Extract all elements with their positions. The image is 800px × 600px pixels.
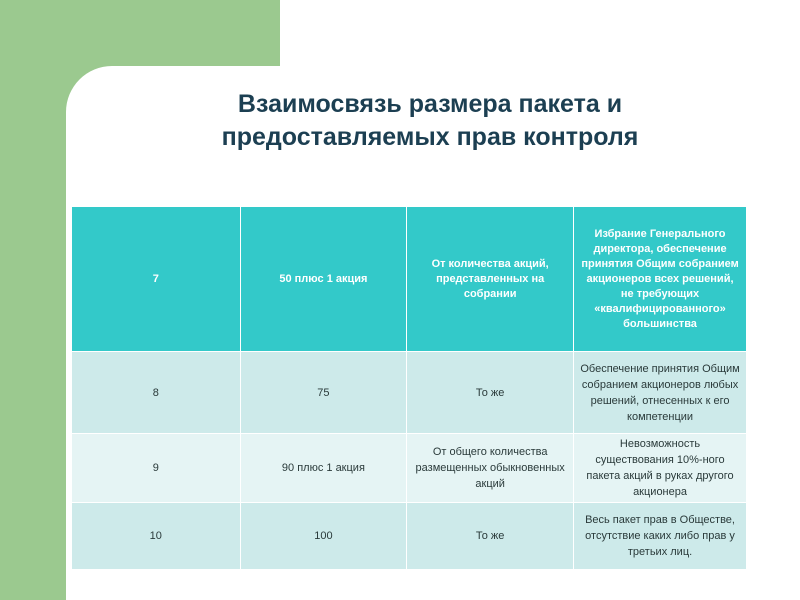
cell-basis: От количества акций, представленных на собрании <box>407 207 574 352</box>
cell-basis: То же <box>407 352 574 434</box>
cell-size: 90 плюс 1 акция <box>240 434 407 503</box>
cell-rights: Невозможность существования 10%-ного пакета акций в руках другого акционера <box>574 434 747 503</box>
table-row <box>72 434 747 503</box>
cell-num: 10 <box>72 503 241 570</box>
cell-rights: Обеспечение принятия Общим собранием акционеров любых решений, отнесенных к его компетенции <box>574 352 747 434</box>
cell-num: 8 <box>72 352 241 434</box>
cell-num: 9 <box>72 434 241 503</box>
page-title <box>150 88 710 154</box>
title-line-1: Взаимосвязь размера пакета и <box>237 90 623 118</box>
cell-size: 50 плюс 1 акция <box>240 207 407 352</box>
table-row <box>72 352 747 434</box>
title-line-2: предоставляемых прав контроля <box>221 123 639 151</box>
control-rights-table <box>71 206 747 570</box>
table-row <box>72 207 747 352</box>
cell-rights: Весь пакет прав в Обществе, отсутствие каких либо прав у третьих лиц. <box>574 503 747 570</box>
cell-num: 7 <box>72 207 241 352</box>
cell-size: 100 <box>240 503 407 570</box>
cell-basis: От общего количества размещенных обыкновенных акций <box>407 434 574 503</box>
table-row <box>72 503 747 570</box>
cell-size: 75 <box>240 352 407 434</box>
cell-basis: То же <box>407 503 574 570</box>
cell-rights: Избрание Генерального директора, обеспечение принятия Общим собранием акционеров всех решений, не требующих «квалифицированного» большинства <box>574 207 747 352</box>
